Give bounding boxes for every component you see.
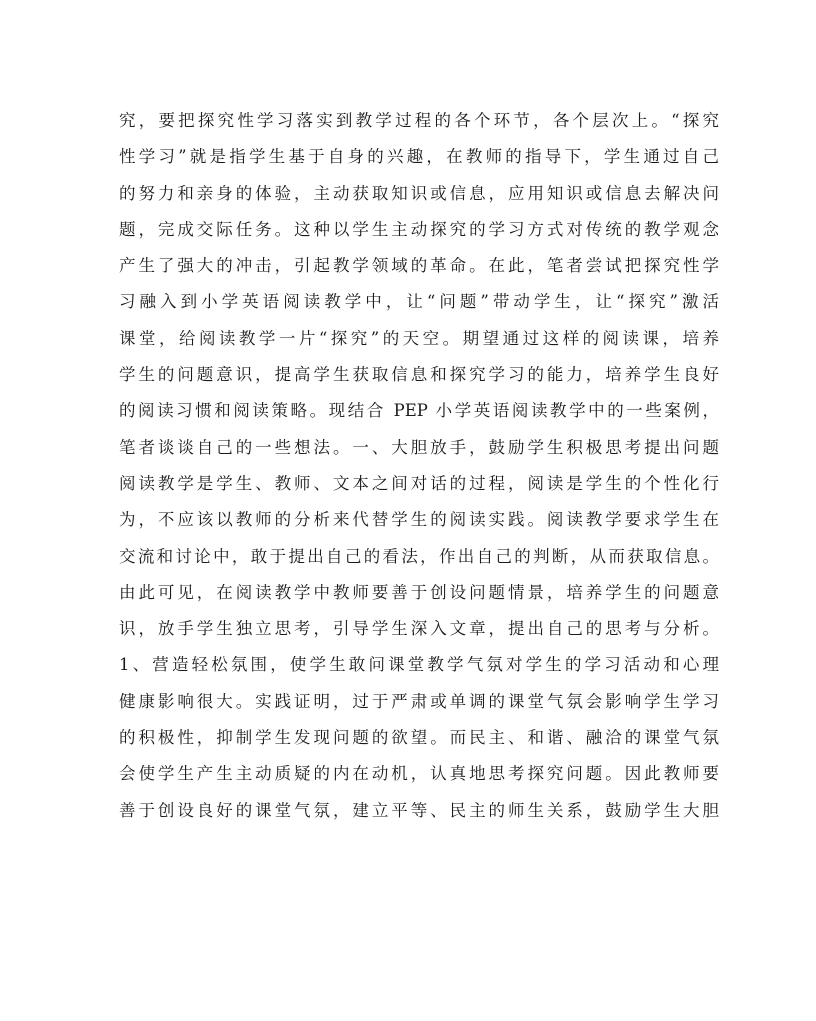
text-line: 笔者谈谈自己的一些想法。一、大胆放手，鼓励学生积极思考提出问题 xyxy=(119,437,719,457)
text-line: 的阅读习惯和阅读策略。现结合 PEP 小学英语阅读教学中的一些案例， xyxy=(119,401,719,421)
text-line: 由此可见，在阅读教学中教师要善于创设问题情景，培养学生的问题意 xyxy=(119,582,719,602)
text-line: 学生的问题意识，提高学生获取信息和探究学习的能力，培养学生良好 xyxy=(119,365,719,385)
text-line: 的积极性，抑制学生发现问题的欲望。而民主、和谐、融洽的课堂气氛 xyxy=(119,728,719,748)
text-line: 课堂，给阅读教学一片“探究”的天空。期望通过这样的阅读课，培养 xyxy=(119,328,719,348)
body-text xyxy=(119,103,719,829)
text-line: 健康影响很大。实践证明，过于严肃或单调的课堂气氛会影响学生学习 xyxy=(119,691,719,711)
text-line: 交流和讨论中，敢于提出自己的看法，作出自己的判断，从而获取信息。 xyxy=(119,546,719,566)
text-line: 的努力和亲身的体验，主动获取知识或信息，应用知识或信息去解决问 xyxy=(119,183,719,203)
text-line: 性学习”就是指学生基于自身的兴趣，在教师的指导下，学生通过自己 xyxy=(119,147,719,167)
text-line: 究，要把探究性学习落实到教学过程的各个环节，各个层次上。“探究 xyxy=(119,111,719,130)
text-line: 会使学生产生主动质疑的内在动机，认真地思考探究问题。因此教师要 xyxy=(119,764,719,784)
text-line: 识，放手学生独立思考，引导学生深入文章，提出自己的思考与分析。 xyxy=(119,619,719,639)
text-line: 善于创设良好的课堂气氛，建立平等、民主的师生关系，鼓励学生大胆 xyxy=(119,800,719,820)
text-line: 1、营造轻松氛围，使学生敢问课堂教学气氛对学生的学习活动和心理 xyxy=(119,655,719,675)
text-line: 产生了强大的冲击，引起教学领域的革命。在此，笔者尝试把探究性学 xyxy=(119,256,719,276)
text-line: 题，完成交际任务。这种以学生主动探究的学习方式对传统的教学观念 xyxy=(119,219,719,239)
text-line: 为，不应该以教师的分析来代替学生的阅读实践。阅读教学要求学生在 xyxy=(119,510,719,530)
text-line: 习融入到小学英语阅读教学中，让“问题”带动学生，让“探究”激活 xyxy=(119,292,719,312)
text-line: 阅读教学是学生、教师、文本之间对话的过程，阅读是学生的个性化行 xyxy=(119,473,719,493)
